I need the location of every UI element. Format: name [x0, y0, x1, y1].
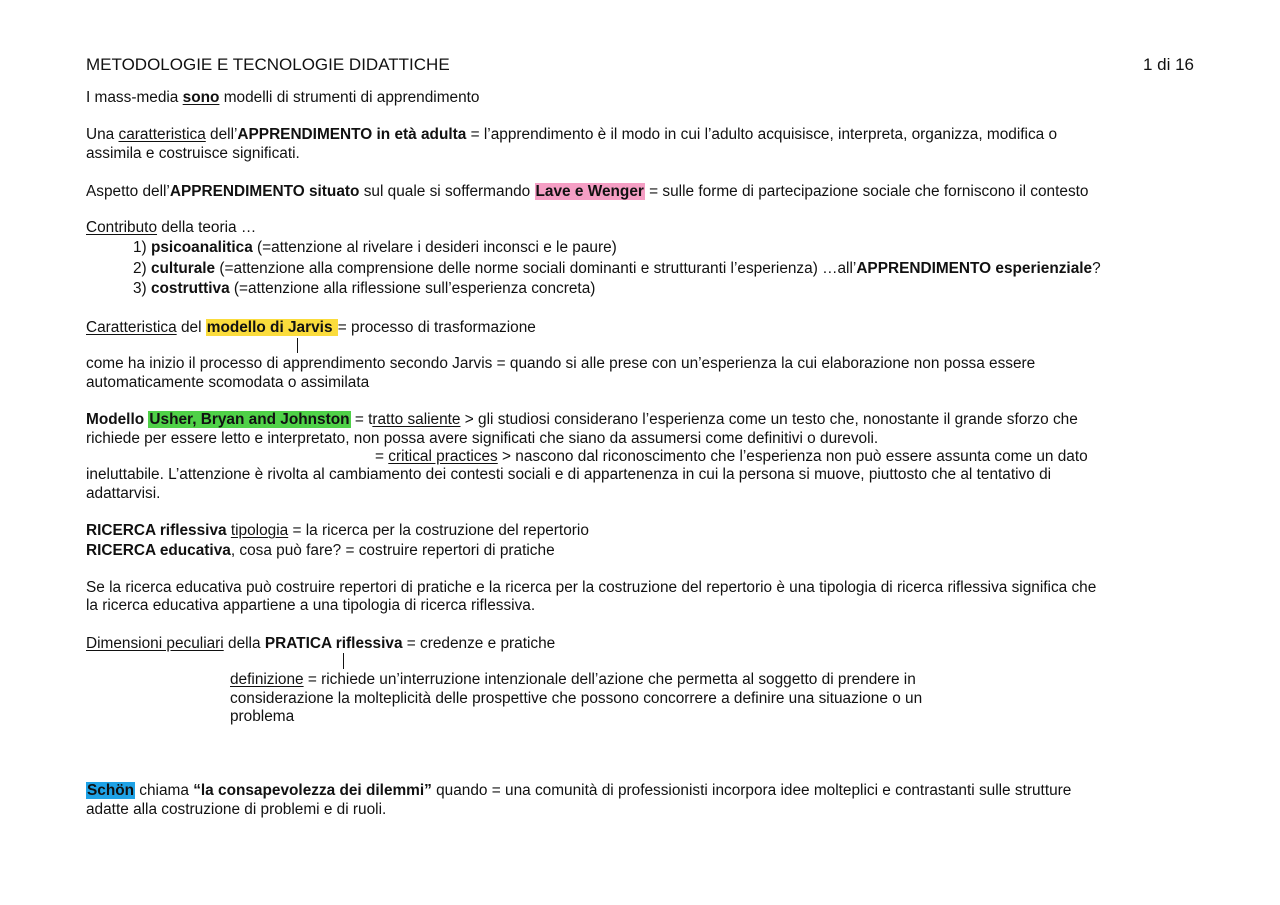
paragraph-schon-cont: adatte alla costruzione di problemi e di ruoli.: [86, 801, 387, 818]
text: modelli di strumenti di apprendimento: [219, 89, 480, 106]
text-underlined: Caratteristica: [86, 319, 177, 336]
text: =: [375, 448, 389, 465]
text-bold: APPRENDIMENTO in età adulta: [237, 126, 467, 143]
connector-line: [297, 338, 298, 353]
text: = l’apprendimento è il modo in cui l’adulto acquisisce, interpreta, organizza, modifica o: [466, 126, 1058, 143]
text: della teoria …: [157, 219, 257, 236]
paragraph-jarvis-start-cont: automaticamente scomodata o assimilata: [86, 374, 370, 391]
text-bold: Modello: [86, 411, 149, 428]
text-underlined: critical practices: [388, 448, 498, 465]
text-bold: psicoanalitica: [150, 239, 253, 256]
text-bold: APPRENDIMENTO esperienziale: [856, 260, 1093, 277]
text: = credenze e pratiche: [402, 635, 556, 652]
text: > nascono dal riconoscimento che l’esperienza non può essere assunta come un dato: [497, 448, 1088, 465]
text-underlined: tipologia: [230, 522, 289, 539]
paragraph-definition-cont: considerazione la molteplicità delle prospettive che possono concorrere a definire una situazione o un: [230, 690, 923, 707]
highlight-usher-bryan-johnston: Usher, Bryan and Johnston: [149, 411, 350, 428]
text: chiama: [135, 782, 194, 799]
paragraph-jarvis-start: come ha inizio il processo di apprendimento secondo Jarvis = quando si alle prese con un’esperienza la cui elaborazione non possa essere: [86, 355, 1036, 372]
list-item: [133, 259, 1101, 278]
text: Una: [86, 126, 119, 143]
paragraph-adult-learning-cont: assimila e costruisce significati.: [86, 145, 300, 162]
paragraph-mass-media: [86, 88, 480, 107]
paragraph-contribution: [86, 218, 256, 237]
paragraph-critical-practices-cont: ineluttabile. L’attenzione è rivolta al cambiamento dei contesti sociali e di appartenenza in cui la persona si muove, piuttosto che al tentativo di: [86, 466, 1052, 483]
text-bold: RICERCA riflessiva: [86, 522, 227, 539]
text: quando = una comunità di professionisti incorpora idee molteplici e contrastanti sulle strutture: [431, 782, 1072, 799]
text: , cosa può fare? = costruire repertori di pratiche: [230, 542, 555, 559]
text: (=attenzione alla riflessione sull’esperienza concreta): [229, 280, 596, 297]
paragraph-adult-learning: [86, 125, 1057, 144]
paragraph-usher-cont: richiede per essere letto e interpretato, non possa avere significati che siano da assumersi come definitivi o durevoli.: [86, 430, 879, 447]
text: (=attenzione alla comprensione delle norme sociali dominanti e strutturanti l’esperienza) …all’: [215, 260, 857, 277]
highlight-jarvis: modello di Jarvis: [206, 319, 337, 336]
text: = la ricerca per la costruzione del repertorio: [288, 522, 589, 539]
list-item: [133, 238, 617, 257]
text-bold: culturale: [150, 260, 216, 277]
text: dell’: [205, 126, 238, 143]
text-underlined: Contributo: [86, 219, 158, 236]
text: I mass-media: [86, 89, 183, 106]
paragraph-educational-research: [86, 541, 555, 560]
text: = richiede un’interruzione intenzionale dell’azione che permetta al soggetto di prendere in: [303, 671, 916, 688]
text-underlined: Dimensioni peculiari: [86, 635, 224, 652]
text: del: [176, 319, 206, 336]
paragraph-situated-learning: [86, 182, 1088, 201]
text-bold: APPRENDIMENTO situato: [169, 183, 360, 200]
paragraph-critical-practices-end: adattarvisi.: [86, 485, 161, 502]
text: = t: [350, 411, 373, 428]
text: ?: [1092, 260, 1101, 277]
page-number: 1 di 16: [1142, 55, 1194, 74]
paragraph-critical-practices: [375, 447, 1088, 466]
text: > gli studiosi considerano l’esperienza come un testo che, nonostante il grande sforzo che: [460, 411, 1078, 428]
text: sul quale si soffermando: [359, 183, 535, 200]
paragraph-definition: [230, 670, 916, 689]
text-underlined: caratteristica: [118, 126, 206, 143]
text: = sulle forme di partecipazione sociale che forniscono il contesto: [644, 183, 1089, 200]
document-title: METODOLOGIE E TECNOLOGIE DIDATTICHE: [86, 55, 450, 74]
paragraph-research-conclusion-cont: la ricerca educativa appartiene a una tipologia di ricerca riflessiva.: [86, 597, 536, 614]
paragraph-definition-end: problema: [230, 708, 295, 725]
list-number: 1): [133, 239, 151, 256]
text-underlined: sono: [182, 89, 220, 106]
paragraph-reflective-research: [86, 521, 589, 540]
list-number: 2): [133, 260, 151, 277]
list-number: 3): [133, 280, 151, 297]
paragraph-usher-model: [86, 410, 1078, 429]
text-underlined: ratto saliente: [372, 411, 461, 428]
text-bold: RICERCA educativa: [86, 542, 231, 559]
paragraph-jarvis-model: [86, 318, 536, 337]
highlight-schon: Schön: [87, 782, 135, 799]
highlight-lave-wenger: Lave e Wenger: [535, 183, 644, 200]
text-bold: “la consapevolezza dei dilemmi”: [193, 782, 432, 799]
text: (=attenzione al rivelare i desideri inconsci e le paure): [252, 239, 617, 256]
list-item: [133, 279, 595, 298]
text: Aspetto dell’: [86, 183, 170, 200]
text-bold: costruttiva: [150, 280, 230, 297]
connector-line: [343, 653, 344, 669]
paragraph-schon: [86, 781, 1071, 800]
paragraph-research-conclusion: Se la ricerca educativa può costruire repertori di pratiche e la ricerca per la costruzione del repertorio è una tipologia di ricerca riflessiva significa che: [86, 579, 1097, 596]
text-bold: PRATICA riflessiva: [264, 635, 403, 652]
text: della: [223, 635, 265, 652]
text-underlined: definizione: [230, 671, 304, 688]
text: = processo di trasformazione: [337, 319, 536, 336]
paragraph-reflective-practice: [86, 634, 555, 653]
